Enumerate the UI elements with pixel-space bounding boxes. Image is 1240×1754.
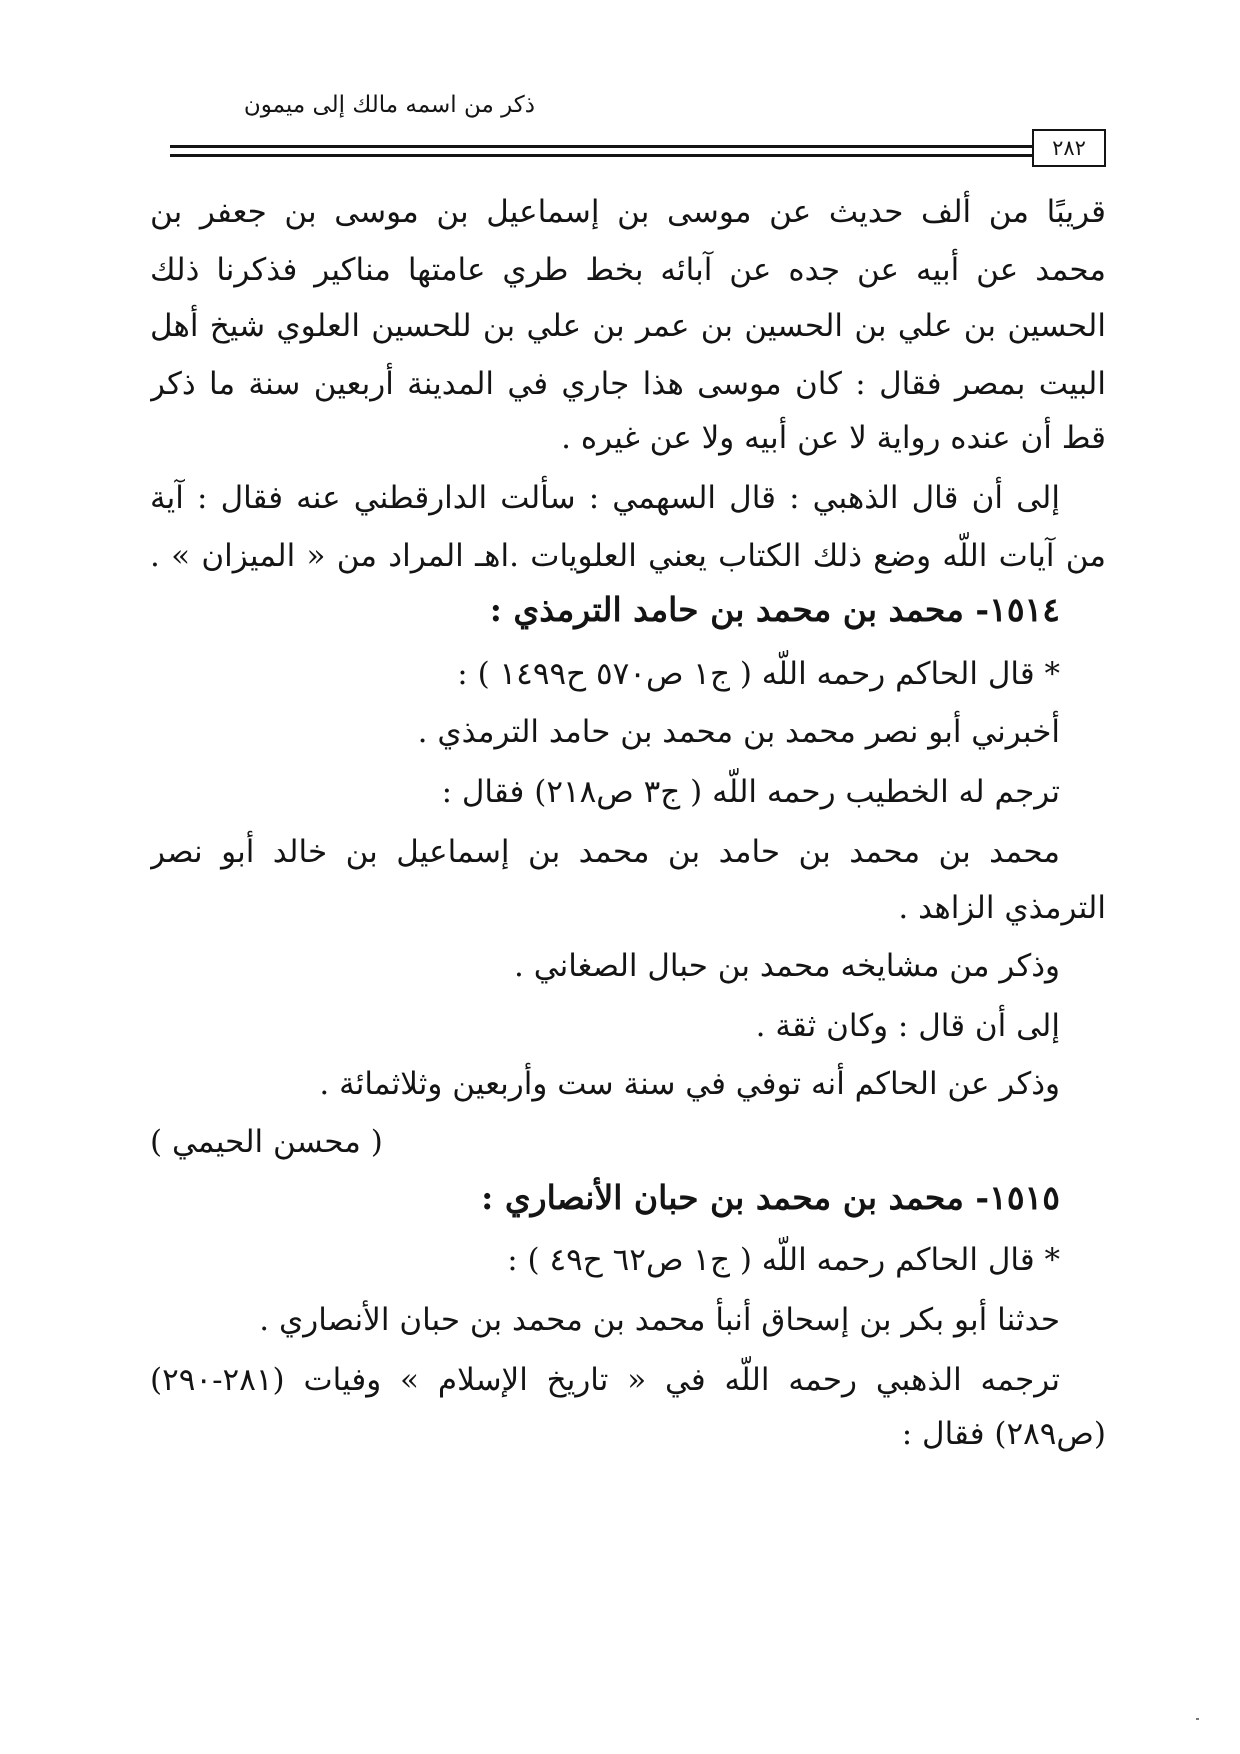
- paragraph-line: الترمذي الزاهد .: [898, 890, 1106, 926]
- header-rule-top: [170, 145, 1032, 148]
- paragraph-line: إلى أن قال الذهبي : قال السهمي : سألت الدارقطني عنه فقال : آية: [150, 480, 1060, 516]
- header-rule-bottom: [170, 154, 1032, 157]
- paragraph-line: ترجمه الذهبي رحمه اللّه في « تاريخ الإسلام » وفيات (٢٨١-٢٩٠): [150, 1362, 1060, 1398]
- page-number-box: ٢٨٢: [1032, 129, 1106, 167]
- citation-line: * قال الحاكم رحمه اللّه ( ج١ ص٥٧٠ ح١٤٩٩ ) :: [457, 656, 1060, 692]
- entry-heading-1514: ١٥١٤- محمد بن محمد بن حامد الترمذي :: [489, 590, 1060, 629]
- paragraph-line: وذكر عن الحاكم أنه توفي في سنة ست وأربعين وثلاثمائة .: [319, 1066, 1060, 1102]
- paragraph-line: (ص٢٨٩) فقال :: [901, 1416, 1106, 1452]
- paragraph-line: الحسين بن علي بن الحسين بن عمر بن علي بن للحسين العلوي شيخ أهل: [150, 308, 1106, 344]
- running-header-title: ذكر من اسمه مالك إلى ميمون: [243, 92, 535, 118]
- paragraph-line: أخبرني أبو نصر محمد بن محمد بن حامد الترمذي .: [417, 714, 1060, 750]
- paragraph-line: محمد بن محمد بن حامد بن محمد بن إسماعيل بن خالد أبو نصر: [150, 834, 1060, 870]
- paragraph-line: ترجم له الخطيب رحمه اللّه ( ج٣ ص٢١٨) فقال :: [441, 774, 1060, 810]
- paragraph-line: حدثنا أبو بكر بن إسحاق أنبأ محمد بن محمد بن حبان الأنصاري .: [259, 1302, 1060, 1338]
- paragraph-line: محمد عن أبيه عن جده عن آبائه بخط طري عامتها مناكير فذكرنا ذلك: [150, 252, 1106, 288]
- entry-heading-1515: ١٥١٥- محمد بن محمد بن حبان الأنصاري :: [481, 1178, 1060, 1217]
- scan-speck: [1196, 1718, 1199, 1720]
- author-signature: ( محسن الحيمي ): [150, 1124, 383, 1160]
- paragraph-line: وذكر من مشايخه محمد بن حبال الصغاني .: [514, 948, 1060, 984]
- citation-line: * قال الحاكم رحمه اللّه ( ج١ ص٦٢ ح٤٩ ) :: [507, 1242, 1060, 1278]
- paragraph-line: البيت بمصر فقال : كان موسى هذا جاري في المدينة أربعين سنة ما ذكر: [150, 366, 1106, 402]
- paragraph-line: إلى أن قال : وكان ثقة .: [755, 1008, 1060, 1044]
- paragraph-line: قط أن عنده رواية لا عن أبيه ولا عن غيره .: [561, 420, 1106, 456]
- paragraph-line: من آيات اللّه وضع ذلك الكتاب يعني العلويات .اهـ المراد من « الميزان » .: [150, 538, 1106, 574]
- paragraph-line: قريبًا من ألف حديث عن موسى بن إسماعيل بن موسى بن جعفر بن: [150, 194, 1106, 230]
